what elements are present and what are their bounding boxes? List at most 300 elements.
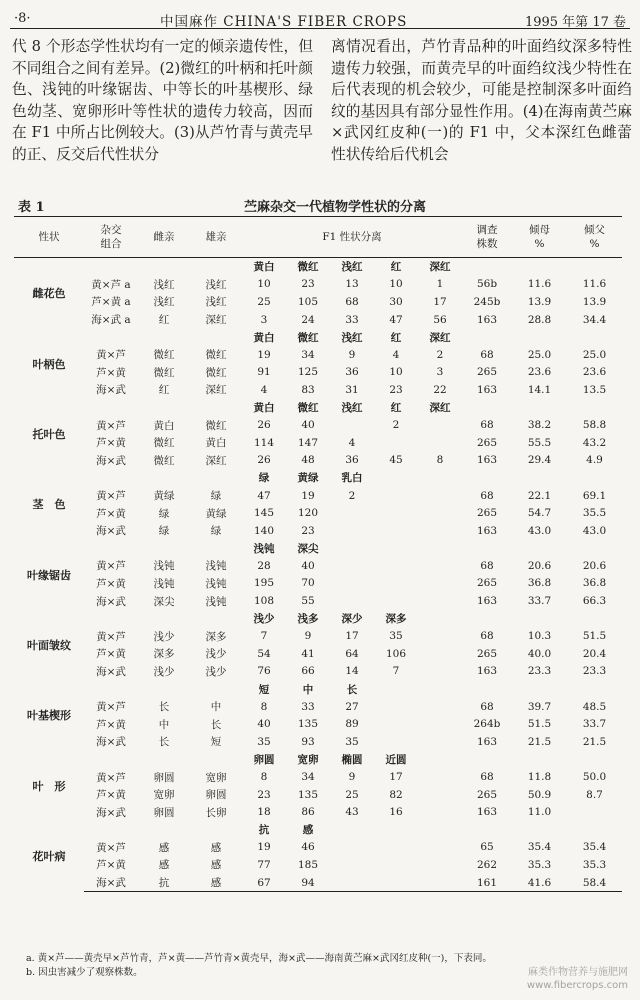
paternal-percent: 36.8	[582, 577, 607, 590]
male-parent: 卵圆	[205, 789, 227, 802]
cross-combo: 芦×黄 a	[91, 296, 131, 309]
female-parent: 微红	[153, 366, 175, 379]
table-row	[14, 856, 622, 874]
f1-count	[330, 592, 374, 610]
table-row	[14, 786, 622, 804]
paternal-percent: 13.9	[582, 295, 607, 308]
phenotype-class: 绿	[258, 472, 270, 485]
f1-count: 147	[297, 436, 319, 449]
paternal-percent: 58.4	[567, 874, 622, 892]
f1-count	[330, 839, 374, 857]
paternal-percent: 43.0	[582, 524, 607, 537]
f1-count: 135	[297, 718, 319, 731]
maternal-percent: 10.3	[527, 630, 552, 643]
trait-label: 雌花色	[32, 287, 66, 301]
phenotype-class: 浅钝	[253, 542, 275, 555]
trait-label: 叶缘锯齿	[27, 568, 71, 582]
table-row	[14, 381, 622, 399]
trait-label: 叶 形	[32, 779, 66, 793]
cross-combo: 芦×黄	[96, 437, 126, 450]
plant-count: 68	[480, 771, 494, 784]
f1-count: 56	[433, 313, 447, 326]
f1-count: 27	[345, 700, 359, 713]
f1-count: 8	[260, 700, 268, 713]
female-parent: 黄白	[153, 419, 175, 432]
maternal-percent: 35.3	[527, 858, 552, 871]
trait-label: 叶柄色	[32, 357, 66, 371]
f1-count: 8	[436, 454, 444, 467]
f1-count	[418, 803, 462, 821]
f1-count	[330, 575, 374, 593]
female-parent: 浅钝	[153, 560, 175, 573]
plant-count: 68	[480, 559, 494, 572]
female-parent: 绿	[158, 507, 170, 520]
phenotype-class: 微红	[297, 331, 319, 344]
phenotype-class	[374, 469, 418, 487]
f1-count: 7	[260, 630, 268, 643]
female-parent: 深尖	[153, 595, 175, 608]
header-f1: F1 性状分离	[322, 231, 382, 243]
male-parent: 微红	[205, 366, 227, 379]
f1-count	[418, 874, 462, 892]
page-header	[10, 8, 630, 29]
f1-count	[418, 663, 462, 681]
phenotype-class: 深少	[341, 613, 363, 626]
f1-count	[374, 557, 418, 575]
male-parent: 深多	[205, 630, 227, 643]
table-row	[14, 627, 622, 645]
page-number: ·8·	[14, 11, 31, 26]
class-header-row	[14, 399, 622, 417]
f1-count: 4	[348, 436, 356, 449]
female-parent: 浅少	[153, 665, 175, 678]
phenotype-class: 浅红	[341, 402, 363, 415]
f1-count: 106	[385, 647, 407, 660]
table-caption	[14, 194, 626, 214]
segregation-table	[14, 216, 622, 892]
f1-count: 40	[301, 559, 315, 572]
f1-count: 17	[345, 630, 359, 643]
maternal-percent: 25.0	[527, 348, 552, 361]
male-parent: 感	[210, 841, 222, 854]
cross-combo: 芦×黄	[96, 366, 126, 379]
f1-count: 25	[257, 295, 271, 308]
f1-count: 33	[345, 313, 359, 326]
phenotype-class: 卵圆	[253, 753, 275, 766]
phenotype-class: 深红	[429, 402, 451, 415]
f1-count: 1	[436, 278, 444, 291]
table-row	[14, 698, 622, 716]
cross-combo: 海×武	[96, 665, 126, 678]
class-header-row	[14, 258, 622, 276]
table-row	[14, 803, 622, 821]
female-parent: 浅红	[153, 296, 175, 309]
plant-count: 163	[476, 806, 498, 819]
paternal-percent: 35.4	[582, 841, 607, 854]
f1-count: 45	[389, 454, 403, 467]
f1-count: 9	[348, 771, 356, 784]
class-header-row	[14, 821, 622, 839]
paternal-percent: 25.0	[582, 348, 607, 361]
f1-count: 3	[436, 366, 444, 379]
header-male: 雄亲	[205, 231, 227, 243]
maternal-percent: 38.2	[527, 419, 552, 432]
cross-combo: 黄×芦 a	[91, 278, 131, 291]
phenotype-class	[418, 821, 462, 839]
class-header-row	[14, 328, 622, 346]
cross-combo: 芦×黄	[96, 577, 126, 590]
table-row	[14, 733, 622, 751]
f1-count: 195	[253, 577, 275, 590]
paternal-percent: 48.5	[582, 700, 607, 713]
header-cross: 杂交 组合	[100, 224, 122, 250]
paternal-percent: 66.3	[582, 595, 607, 608]
f1-count: 68	[345, 295, 359, 308]
table-row	[14, 452, 622, 470]
f1-count: 185	[297, 858, 319, 871]
female-parent: 微红	[153, 454, 175, 467]
table-title: 苎麻杂交一代植物学性状的分离	[244, 200, 427, 215]
paternal-percent: 33.7	[582, 718, 607, 731]
cross-combo: 黄×芦	[96, 630, 126, 643]
phenotype-class: 近圆	[385, 753, 407, 766]
maternal-percent: 23.6	[527, 366, 552, 379]
phenotype-class	[330, 821, 374, 839]
table-row	[14, 346, 622, 364]
header-maternal: 倾母 %	[529, 224, 551, 250]
f1-count: 36	[345, 366, 359, 379]
f1-count: 28	[257, 559, 271, 572]
f1-count: 31	[345, 383, 359, 396]
table-row	[14, 645, 622, 663]
f1-count: 46	[301, 841, 315, 854]
phenotype-class: 深多	[385, 613, 407, 626]
trait-label: 叶基楔形	[27, 709, 71, 723]
phenotype-class: 微红	[297, 261, 319, 274]
plant-count: 163	[476, 735, 498, 748]
male-parent: 宽卵	[205, 771, 227, 784]
f1-count	[418, 557, 462, 575]
maternal-percent: 14.1	[527, 383, 552, 396]
phenotype-class: 乳白	[341, 472, 363, 485]
maternal-percent: 43.0	[527, 524, 552, 537]
footnote-b: b. 因虫害减少了观察株数。	[26, 967, 143, 978]
journal-title: 中国麻作 CHINA'S FIBER CROPS	[160, 14, 408, 30]
f1-count: 55	[301, 595, 315, 608]
plant-count: 264b	[473, 718, 501, 731]
f1-count: 26	[257, 419, 271, 432]
phenotype-class: 黄绿	[297, 472, 319, 485]
cross-combo: 黄×芦	[96, 841, 126, 854]
cross-combo: 芦×黄	[96, 648, 126, 661]
maternal-percent: 28.8	[527, 313, 552, 326]
f1-count: 91	[257, 366, 271, 379]
plant-count: 65	[480, 841, 494, 854]
plant-count: 265	[476, 788, 498, 801]
phenotype-class: 黄白	[253, 331, 275, 344]
male-parent: 长	[210, 718, 222, 731]
f1-count	[374, 575, 418, 593]
paternal-percent	[567, 803, 622, 821]
f1-count: 23	[301, 524, 315, 537]
female-parent: 卵圆	[153, 771, 175, 784]
maternal-percent: 13.9	[527, 295, 552, 308]
table-row	[14, 557, 622, 575]
f1-count	[330, 504, 374, 522]
class-header-row	[14, 680, 622, 698]
f1-count: 89	[345, 718, 359, 731]
plant-count: 265	[476, 647, 498, 660]
cross-combo: 黄×芦	[96, 419, 126, 432]
cross-combo: 芦×黄	[96, 789, 126, 802]
phenotype-class	[374, 680, 418, 698]
f1-count	[418, 768, 462, 786]
trait-label: 叶面皱纹	[27, 639, 71, 653]
f1-count: 33	[301, 700, 315, 713]
f1-count: 2	[392, 419, 400, 432]
f1-count: 23	[301, 278, 315, 291]
paternal-percent: 13.5	[582, 383, 607, 396]
cross-combo: 黄×芦	[96, 349, 126, 362]
phenotype-class: 中	[302, 683, 314, 696]
male-parent: 感	[190, 874, 242, 892]
f1-count: 67	[242, 874, 286, 892]
f1-count	[418, 627, 462, 645]
trait-label: 茎 色	[32, 498, 66, 512]
f1-count: 19	[257, 841, 271, 854]
f1-count	[374, 874, 418, 892]
table-body	[14, 258, 622, 892]
plant-count: 163	[476, 454, 498, 467]
table-row	[14, 874, 622, 892]
maternal-percent: 51.5	[527, 718, 552, 731]
phenotype-class: 黄白	[253, 261, 275, 274]
phenotype-class: 红	[390, 331, 402, 344]
male-parent: 深红	[205, 454, 227, 467]
f1-count	[418, 698, 462, 716]
female-parent: 宽卵	[153, 789, 175, 802]
paternal-percent: 51.5	[582, 630, 607, 643]
table-number: 表 1	[18, 200, 45, 215]
f1-count	[374, 715, 418, 733]
male-parent: 浅少	[205, 665, 227, 678]
male-parent: 绿	[210, 490, 222, 503]
f1-count	[374, 504, 418, 522]
body-column-left: 代 8 个形态学性状均有一定的倾亲遗传性，但不同组合之间有差异。(2)微红的叶柄和托叶颜色、浅钝的叶缘锯齿、中等长的叶基楔形、绿色幼茎、宽卵形叶等性状的遗传力较高，因而在 F1 中所占比例较大。(3)从芦竹青与黄壳早的正、反交后代性状分	[12, 38, 313, 163]
f1-count	[374, 522, 418, 540]
f1-count: 26	[257, 454, 271, 467]
f1-count: 2	[348, 489, 356, 502]
male-parent: 浅钝	[205, 595, 227, 608]
table-row	[14, 311, 622, 329]
female-parent: 卵圆	[153, 806, 175, 819]
phenotype-class: 长	[346, 683, 358, 696]
f1-count: 125	[297, 366, 319, 379]
phenotype-class	[418, 610, 462, 628]
table-row	[14, 768, 622, 786]
phenotype-class: 抗	[258, 824, 270, 837]
table-row	[14, 522, 622, 540]
cross-combo: 海×武	[96, 806, 126, 819]
phenotype-class	[330, 540, 374, 558]
female-parent: 抗	[138, 874, 190, 892]
f1-count: 34	[301, 771, 315, 784]
cross-combo: 海×武	[96, 736, 126, 749]
f1-count	[330, 874, 374, 892]
male-parent: 微红	[205, 419, 227, 432]
f1-count: 66	[301, 665, 315, 678]
phenotype-class: 红	[390, 402, 402, 415]
f1-count: 70	[301, 577, 315, 590]
phenotype-class	[374, 540, 418, 558]
maternal-percent: 33.7	[527, 595, 552, 608]
plant-count: 245b	[473, 295, 501, 308]
f1-count: 43	[345, 806, 359, 819]
phenotype-class: 浅少	[253, 613, 275, 626]
f1-count: 40	[301, 419, 315, 432]
f1-count: 9	[348, 348, 356, 361]
footnotes	[26, 952, 492, 980]
maternal-percent: 54.7	[527, 507, 552, 520]
plant-count: 265	[476, 366, 498, 379]
phenotype-class	[418, 540, 462, 558]
phenotype-class: 黄白	[253, 402, 275, 415]
cross-combo: 黄×芦	[96, 771, 126, 784]
female-parent: 中	[158, 718, 170, 731]
plant-count: 161	[462, 874, 512, 892]
class-header-row	[14, 540, 622, 558]
f1-count: 10	[389, 278, 403, 291]
table-row	[14, 839, 622, 857]
maternal-percent: 40.0	[527, 647, 552, 660]
cross-combo: 黄×芦	[96, 560, 126, 573]
female-parent: 红	[158, 314, 170, 327]
f1-count: 7	[392, 665, 400, 678]
paternal-percent: 8.7	[586, 788, 603, 801]
f1-count: 135	[297, 788, 319, 801]
f1-count: 48	[301, 454, 315, 467]
female-parent: 长	[158, 736, 170, 749]
f1-count: 18	[257, 806, 271, 819]
class-header-row	[14, 751, 622, 769]
site-watermark	[527, 966, 628, 992]
f1-count: 34	[301, 348, 315, 361]
f1-count: 120	[297, 507, 319, 520]
female-parent: 浅钝	[153, 577, 175, 590]
cross-combo: 黄×芦	[96, 490, 126, 503]
f1-count: 10	[257, 278, 271, 291]
trait-label: 花叶病	[32, 850, 66, 864]
male-parent: 浅少	[205, 648, 227, 661]
f1-count: 82	[389, 788, 403, 801]
f1-count	[418, 575, 462, 593]
maternal-percent: 29.4	[527, 454, 552, 467]
male-parent: 浅钝	[205, 560, 227, 573]
plant-count: 68	[480, 700, 494, 713]
header-paternal: 倾父 %	[584, 224, 606, 250]
table-row	[14, 276, 622, 294]
plant-count: 163	[476, 313, 498, 326]
plant-count: 163	[476, 665, 498, 678]
watermark-line-1: 麻类作物营养与施肥网	[528, 967, 628, 978]
f1-count: 25	[345, 788, 359, 801]
cross-combo: 海×武 a	[91, 314, 131, 327]
f1-count	[418, 839, 462, 857]
f1-count: 10	[389, 366, 403, 379]
f1-count: 86	[301, 806, 315, 819]
f1-count: 24	[301, 313, 315, 326]
phenotype-class: 深红	[429, 261, 451, 274]
female-parent: 微红	[153, 349, 175, 362]
maternal-percent: 36.8	[527, 577, 552, 590]
maternal-percent: 22.1	[527, 489, 552, 502]
male-parent: 深红	[205, 314, 227, 327]
table-row	[14, 715, 622, 733]
maternal-percent: 41.6	[512, 874, 567, 892]
f1-count: 36	[345, 454, 359, 467]
paternal-percent: 20.4	[582, 647, 607, 660]
phenotype-class: 椭圆	[341, 753, 363, 766]
header-trait: 性状	[38, 231, 60, 243]
table-row	[14, 364, 622, 382]
maternal-percent: 11.8	[527, 771, 552, 784]
body-column-right: 离情况看出，芦竹青品种的叶面绉纹深多特性遗传力较强，而黄壳早的叶面绉纹浅少特性在后代表现的机会较少，可能是控制深多叶面绉纹的基因具有部分显性作用。(4)在海南黄苎麻×武冈红皮种(一)的 F1 中，父本深红色雌蕾性状传给后代机会	[331, 38, 632, 163]
maternal-percent: 23.3	[527, 665, 552, 678]
male-parent: 中	[210, 701, 222, 714]
f1-count	[418, 592, 462, 610]
f1-count: 17	[389, 771, 403, 784]
cross-combo: 芦×黄	[96, 507, 126, 520]
f1-count: 76	[257, 665, 271, 678]
f1-count: 35	[345, 735, 359, 748]
f1-count: 23	[257, 788, 271, 801]
body-text	[12, 36, 632, 165]
paternal-percent: 23.6	[582, 366, 607, 379]
plant-count: 265	[476, 436, 498, 449]
f1-count: 30	[389, 295, 403, 308]
watermark-line-2: www.fibercrops.com	[526, 980, 628, 991]
paternal-percent: 34.4	[582, 313, 607, 326]
trait-label: 托叶色	[32, 427, 66, 441]
f1-count: 54	[257, 647, 271, 660]
maternal-percent: 55.5	[527, 436, 552, 449]
f1-count	[330, 856, 374, 874]
journal-issue: 1995 年第 17 卷	[524, 15, 626, 30]
male-parent: 浅钝	[205, 577, 227, 590]
cross-combo: 芦×黄	[96, 718, 126, 731]
f1-count: 4	[260, 383, 268, 396]
female-parent: 深多	[153, 648, 175, 661]
f1-count	[374, 434, 418, 452]
f1-count	[418, 504, 462, 522]
f1-count	[374, 698, 418, 716]
female-parent: 红	[158, 384, 170, 397]
phenotype-class	[418, 751, 462, 769]
plant-count: 68	[480, 419, 494, 432]
plant-count: 68	[480, 489, 494, 502]
f1-count	[418, 715, 462, 733]
female-parent: 浅少	[153, 630, 175, 643]
f1-count	[374, 839, 418, 857]
class-header-row	[14, 469, 622, 487]
female-parent: 感	[158, 859, 170, 872]
phenotype-class	[374, 821, 418, 839]
f1-count: 14	[345, 665, 359, 678]
class-header-row	[14, 610, 622, 628]
paternal-percent: 35.3	[582, 858, 607, 871]
paternal-percent: 69.1	[582, 489, 607, 502]
f1-count	[418, 434, 462, 452]
